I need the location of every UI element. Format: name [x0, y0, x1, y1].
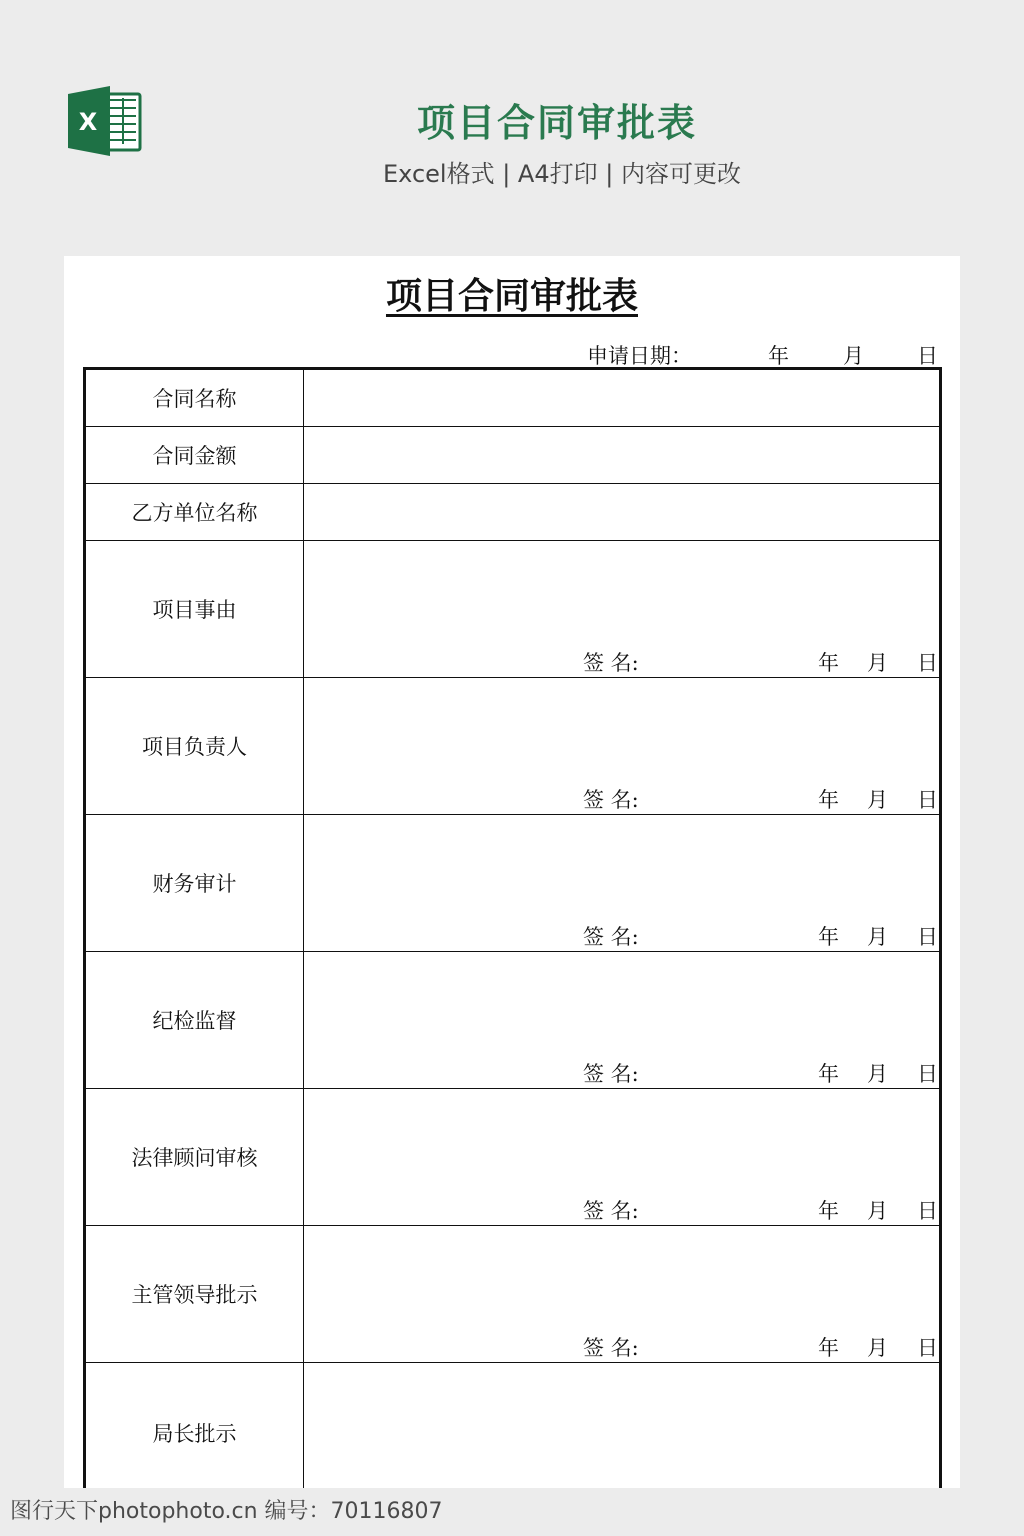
signature-line: [304, 1058, 939, 1088]
signature-month: 月: [867, 1062, 888, 1086]
signature-label: 签 名:: [583, 925, 639, 949]
signature-label: 签 名:: [583, 1062, 639, 1086]
signature-day: 日: [917, 925, 938, 949]
form-sheet: [64, 256, 960, 1488]
table-row: [85, 1363, 941, 1489]
approval-table: [83, 367, 942, 1488]
project-leader-field[interactable]: [304, 678, 941, 815]
table-row: [85, 1089, 941, 1226]
signature-day: 日: [917, 651, 938, 675]
discipline-supervision-field[interactable]: [304, 952, 941, 1089]
project-reason-field[interactable]: [304, 541, 941, 678]
signature-label: 签 名:: [583, 1336, 639, 1360]
apply-date-year: 年: [768, 344, 789, 368]
signature-line: [304, 784, 939, 814]
table-row: [85, 484, 941, 541]
signature-day: 日: [917, 788, 938, 812]
page-header: [0, 0, 1024, 250]
contract-name-field[interactable]: [304, 369, 941, 427]
row-label-director-instruction: 局长批示: [85, 1363, 304, 1489]
signature-label: 签 名:: [583, 651, 639, 675]
signature-day: 日: [917, 1062, 938, 1086]
row-label-legal-review: 法律顾问审核: [85, 1089, 304, 1226]
apply-date-day: 日: [917, 344, 938, 368]
table-row: [85, 678, 941, 815]
signature-day: 日: [917, 1199, 938, 1223]
table-row: [85, 952, 941, 1089]
legal-review-field[interactable]: [304, 1089, 941, 1226]
party-b-name-field[interactable]: [304, 484, 941, 541]
header-subtitle: Excel格式 | A4打印 | 内容可更改: [383, 160, 741, 188]
signature-year: 年: [818, 788, 839, 812]
signature-label: 签 名:: [583, 1199, 639, 1223]
table-row: [85, 369, 941, 427]
signature-line: [304, 1195, 939, 1225]
signature-line: [304, 647, 939, 677]
supervisor-instruction-field[interactable]: [304, 1226, 941, 1363]
director-instruction-field[interactable]: [304, 1363, 941, 1489]
financial-audit-field[interactable]: [304, 815, 941, 952]
row-label-contract-amount: 合同金额: [85, 427, 304, 484]
document-title: 项目合同审批表: [385, 275, 638, 317]
row-label-supervisor-instruction: 主管领导批示: [85, 1226, 304, 1363]
row-label-party-b-name: 乙方单位名称: [85, 484, 304, 541]
signature-year: 年: [818, 1062, 839, 1086]
table-row: [85, 1226, 941, 1363]
watermark: 图行天下photophoto.cn 编号：70116807: [10, 1499, 443, 1524]
row-label-financial-audit: 财务审计: [85, 815, 304, 952]
apply-date-label: 申请日期：: [587, 344, 692, 368]
apply-date-month: 月: [843, 344, 864, 368]
table-row: [85, 815, 941, 952]
signature-month: 月: [867, 1336, 888, 1360]
signature-month: 月: [867, 1199, 888, 1223]
signature-year: 年: [818, 925, 839, 949]
signature-day: 日: [917, 1336, 938, 1360]
table-row: [85, 541, 941, 678]
signature-month: 月: [867, 925, 888, 949]
svg-text:X: X: [78, 108, 98, 136]
row-label-project-reason: 项目事由: [85, 541, 304, 678]
signature-line: [304, 921, 939, 951]
signature-year: 年: [818, 651, 839, 675]
signature-line: [304, 1332, 939, 1362]
signature-month: 月: [867, 788, 888, 812]
signature-year: 年: [818, 1199, 839, 1223]
header-title: 项目合同审批表: [416, 101, 697, 145]
row-label-project-leader: 项目负责人: [85, 678, 304, 815]
signature-month: 月: [867, 651, 888, 675]
row-label-contract-name: 合同名称: [85, 369, 304, 427]
table-row: [85, 427, 941, 484]
row-label-discipline-supervision: 纪检监督: [85, 952, 304, 1089]
signature-label: 签 名:: [583, 788, 639, 812]
signature-year: 年: [818, 1336, 839, 1360]
contract-amount-field[interactable]: [304, 427, 941, 484]
